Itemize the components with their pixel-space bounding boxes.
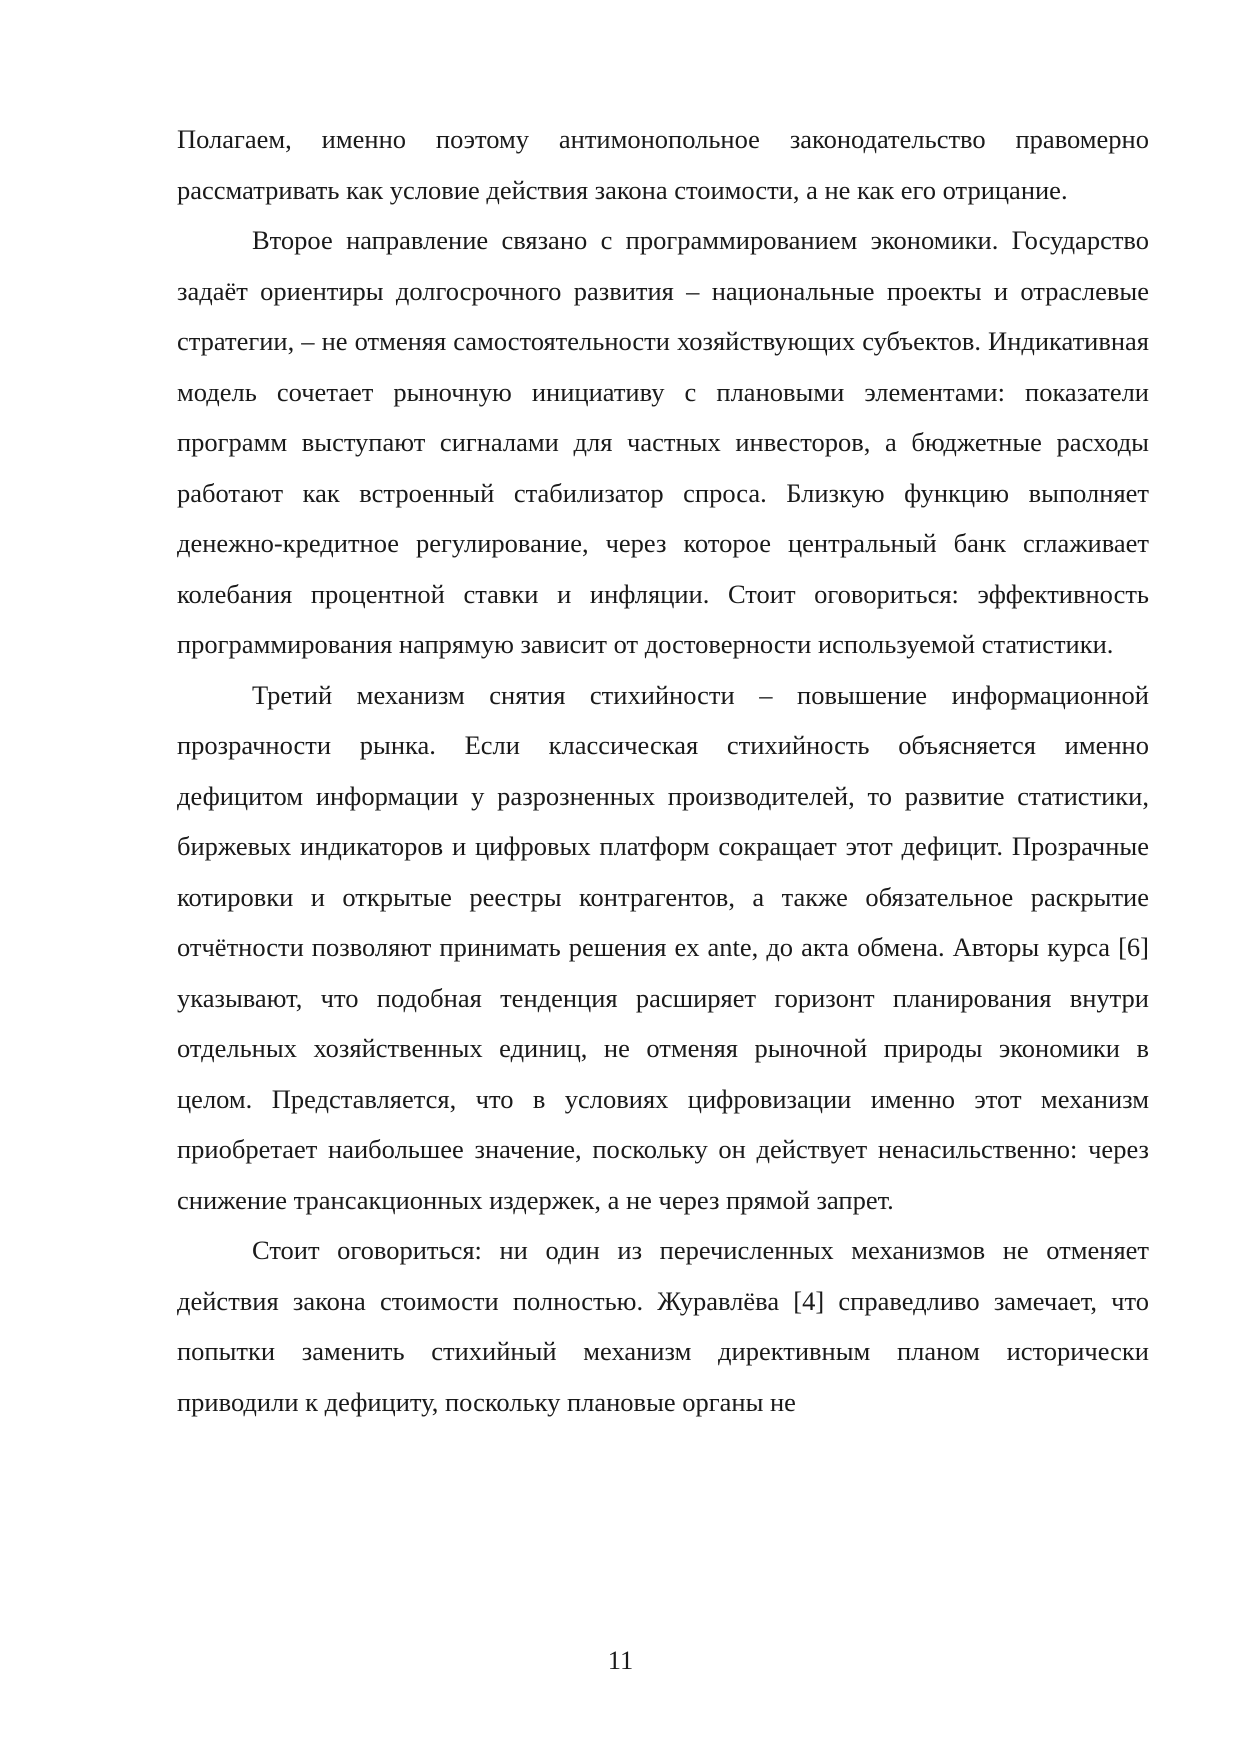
paragraph-transparency: Третий механизм снятия стихийности – повышение информационной прозрачности рынка. Если классическая стихийность объясняется именно дефицитом информации у разрозненных производителей, то развитие статистики, биржевых индикаторов и цифровых платформ сокращает этот дефицит. Прозрачные котировки и открытые реестры контрагентов, а также обязательное раскрытие отчётности позволяют принимать решения ex ante, до акта обмена. Авторы курса [6] указывают, что подобная тенденция расширяет горизонт планирования внутри отдельных хозяйственных единиц, не отменяя рыночной природы экономики в целом. Представляется, что в условиях цифровизации именно этот механизм приобретает наибольшее значение, поскольку он действует ненасильственно: через снижение трансакционных издержек, а не через прямой запрет.: [177, 679, 1149, 1215]
body-text: [177, 114, 1149, 1427]
paragraph-programming: Второе направление связано с программированием экономики. Государство задаёт ориентиры долгосрочного развития – национальные проекты и отраслевые стратегии, – не отменяя самостоятельности хозяйствующих субъектов. Индикативная модель сочетает рыночную инициативу с плановыми элементами: показатели программ выступают сигналами для частных инвесторов, а бюджетные расходы работают как встроенный стабилизатор спроса. Близкую функцию выполняет денежно-кредитное регулирование, через которое центральный банк сглаживает колебания процентной ставки и инфляции. Стоит оговориться: эффективность программирования напрямую зависит от достоверности используемой статистики.: [177, 225, 1149, 659]
paragraph-caveat: Стоит оговориться: ни один из перечисленных механизмов не отменяет действия закона стоимости полностью. Журавлёва [4] справедливо замечает, что попытки заменить стихийный механизм директивным планом исторически приводили к дефициту, поскольку плановые органы не: [177, 1235, 1149, 1417]
page-number: 11: [607, 1645, 634, 1675]
paragraph-continuation: Полагаем, именно поэтому антимонопольное законодательство правомерно рассматривать как условие действия закона стоимости, а не как его отрицание.: [177, 124, 1149, 205]
